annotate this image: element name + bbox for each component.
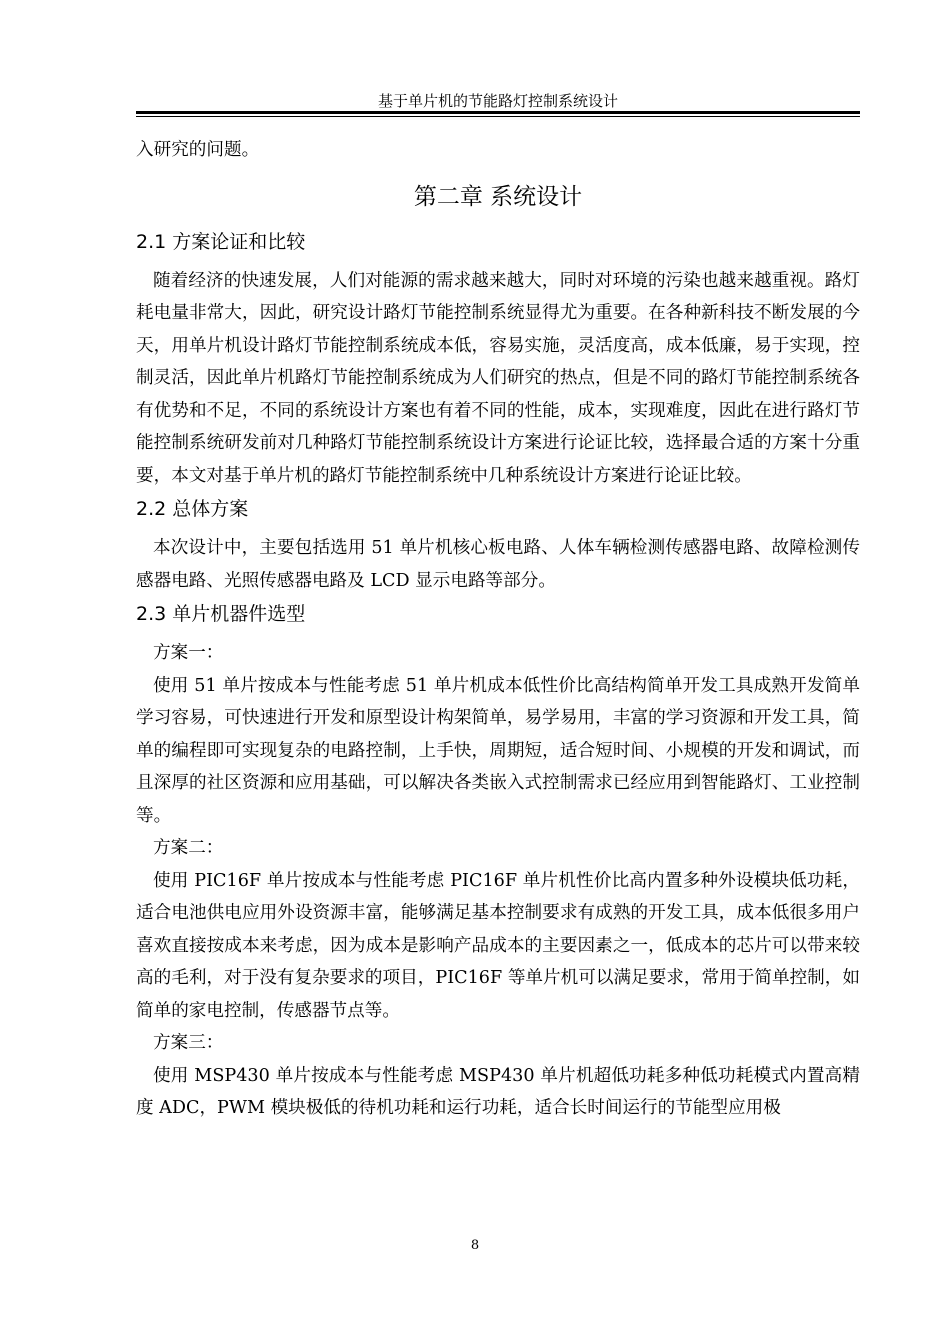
option-1-text: 使用 51 单片按成本与性能考虑 51 单片机成本低性价比高结构简单开发工具成熟开发简单学习容易，可快速进行开发和原型设计构架简单，易学易用，丰富的学习资源和开发工具，简单的编程即可实现复杂的电路控制，上手快，周期短，适合短时间、小规模的开发和调试，而且深厚的社区资源和应用基础，可以解决各类嵌入式控制需求已经应用到智能路灯、工业控制等。 <box>136 675 860 826</box>
header-rule-thin <box>136 116 860 117</box>
running-header: 基于单片机的节能路灯控制系统设计 <box>377 92 618 110</box>
continuation-text: 入研究的问题。 <box>136 140 260 160</box>
option-1-label: 方案一： <box>153 643 224 663</box>
option-2-label: 方案二： <box>153 838 224 858</box>
option-3-text: 使用 MSP430 单片按成本与性能考虑 MSP430 单片机超低功耗多种低功耗模式内置高精度 ADC，PWM 模块极低的待机功耗和运行功耗，适合长时间运行的节能型应用极 <box>136 1065 860 1118</box>
section-heading-2-1: 2.1 方案论证和比较 <box>136 230 306 253</box>
section-heading-2-2: 2.2 总体方案 <box>136 498 249 520</box>
section-heading-2-3: 2.3 单片机器件选型 <box>136 603 306 625</box>
header-rule-thick <box>136 111 860 114</box>
chapter-title: 第二章 系统设计 <box>413 183 583 210</box>
paragraph-2-2: 本次设计中，主要包括选用 51 单片机核心板电路、人体车辆检测传感器电路、故障检测传感器电路、光照传感器电路及 LCD 显示电路等部分。 <box>136 538 860 591</box>
page-number: 8 <box>470 1238 480 1253</box>
page-body <box>136 134 860 1125</box>
option-2-text: 使用 PIC16F 单片按成本与性能考虑 PIC16F 单片机性价比高内置多种外设模块低功耗，适合电池供电应用外设资源丰富，能够满足基本控制要求有成熟的开发工具，成本低很多用户喜欢直接按成本来考虑，因为成本是影响产品成本的主要因素之一，低成本的芯片可以带来较高的毛利，对于没有复杂要求的项目，PIC16F 等单片机可以满足要求，常用于简单控制，如简单的家电控制，传感器节点等。 <box>136 870 860 1021</box>
option-3-label: 方案三： <box>153 1033 224 1053</box>
paragraph-2-1: 随着经济的快速发展，人们对能源的需求越来越大，同时对环境的污染也越来越重视。路灯耗电量非常大，因此，研究设计路灯节能控制系统显得尤为重要。在各种新科技不断发展的今天，用单片机设计路灯节能控制系统成本低，容易实施，灵活度高，成本低廉，易于实现，控制灵活，因此单片机路灯节能控制系统成为人们研究的热点，但是不同的路灯节能控制系统各有优势和不足，不同的系统设计方案也有着不同的性能，成本，实现难度，因此在进行路灯节能控制系统研发前对几种路灯节能控制系统设计方案进行论证比较，选择最合适的方案十分重要，本文对基于单片机的路灯节能控制系统中几种系统设计方案进行论证比较。 <box>136 270 860 486</box>
